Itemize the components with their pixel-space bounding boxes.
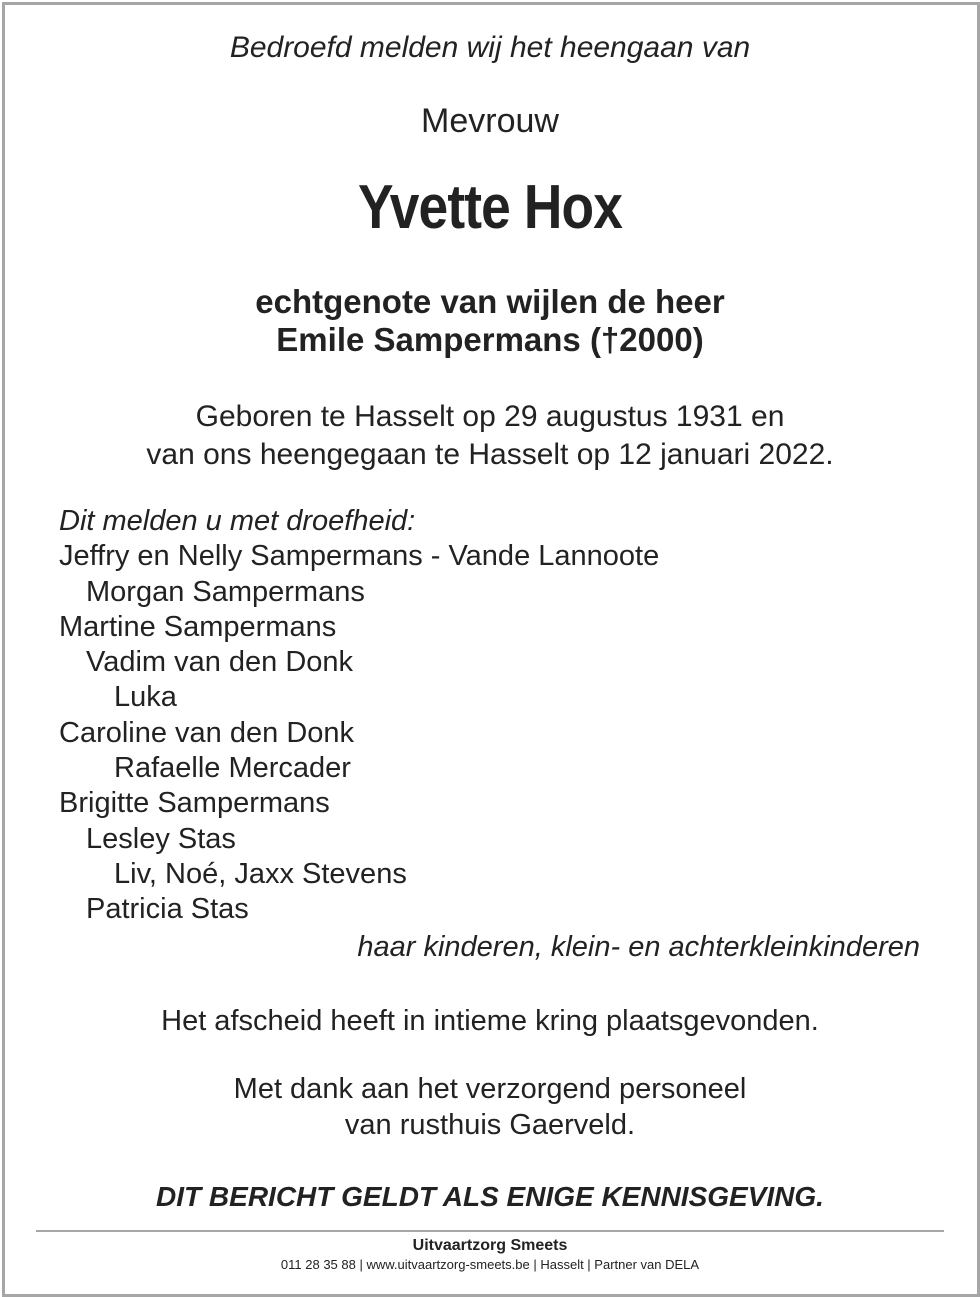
list-item: Morgan Sampermans — [86, 575, 365, 608]
thanks-line-1: Met dank aan het verzorgend personeel — [233, 1073, 747, 1105]
footer-divider — [36, 1230, 944, 1232]
list-item: Luka — [114, 681, 177, 714]
list-item: Liv, Noé, Jaxx Stevens — [114, 857, 407, 890]
thanks-block — [0, 1071, 980, 1143]
list-item: Patricia Stas — [86, 893, 249, 926]
official-notice: DIT BERICHT GELDT ALS ENIGE KENNISGEVING. — [156, 1181, 824, 1212]
list-item: Vadim van den Donk — [86, 646, 354, 679]
list-item: Lesley Stas — [86, 822, 236, 855]
birth-block — [0, 398, 980, 474]
birth-line-2: van ons heengegaan te Hasselt op 12 januari 2022. — [146, 438, 834, 471]
spouse-line-2: Emile Sampermans (†2000) — [276, 321, 704, 358]
list-item: Caroline van den Donk — [59, 716, 355, 749]
list-item: Martine Sampermans — [59, 610, 337, 643]
intro-text: Bedroefd melden wij het heengaan van — [229, 31, 751, 64]
deceased-title: Mevrouw — [421, 102, 559, 140]
thanks-line-2: van rusthuis Gaerveld. — [344, 1109, 636, 1141]
farewell-text: Het afscheid heeft in intieme kring plaatsgevonden. — [161, 1005, 819, 1037]
list-item: Rafaelle Mercader — [114, 752, 351, 785]
list-item: Jeffry en Nelly Sampermans - Vande Lannoote — [59, 540, 660, 573]
mourners-lead: Dit melden u met droefheid: — [59, 505, 416, 537]
undertaker-contact: 011 28 35 88 | www.uitvaartzorg-smeets.be | Hasselt | Partner van DELA — [280, 1257, 700, 1272]
relationship-signoff: haar kinderen, klein- en achterkleinkinderen — [357, 931, 920, 963]
spouse-line-1: echtgenote van wijlen de heer — [255, 283, 725, 320]
list-item: Brigitte Sampermans — [59, 787, 330, 820]
birth-line-1: Geboren te Hasselt op 29 augustus 1931 en — [195, 400, 785, 433]
deceased-name: Yvette Hox — [357, 173, 623, 242]
undertaker-name: Uitvaartzorg Smeets — [412, 1237, 568, 1254]
spouse-block — [0, 283, 980, 359]
mourners-list — [59, 504, 939, 928]
